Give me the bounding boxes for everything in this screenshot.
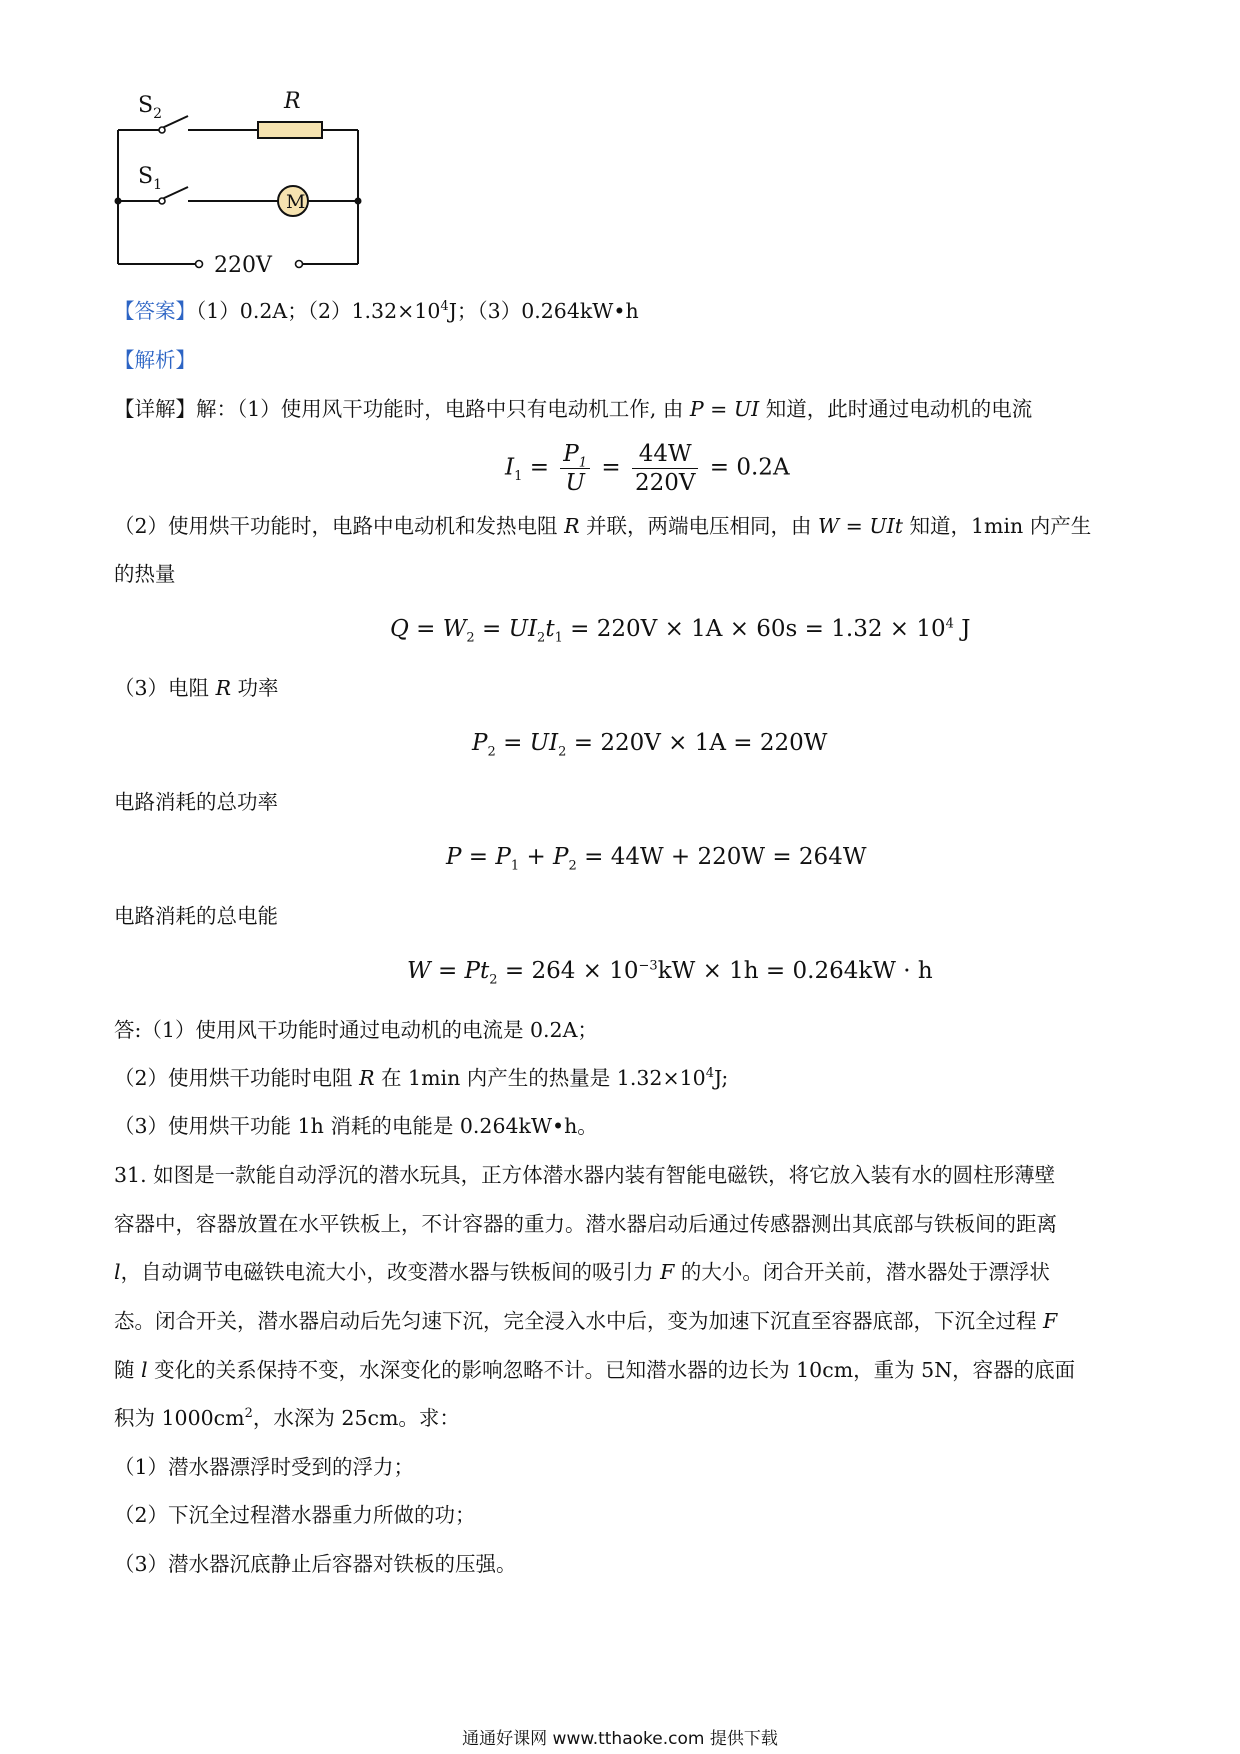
analysis-line [114,345,196,375]
answer-text-a: （1）0.2A；（2）1.32×10 [196,299,441,323]
switch-s2-blade [162,116,188,128]
detail-tag: 【详解】 [114,397,196,421]
detail-line2-b: 并联，两端电压相同，由 [579,514,819,538]
q31-line4-f: F [1043,1309,1058,1333]
q31-q2: （2）下沉全过程潜水器重力所做的功； [114,1503,476,1527]
eq1-frac1-num: P [563,441,579,467]
q31-q1: （1）潜水器漂浮时受到的浮力； [114,1455,415,1479]
label-motor: M [286,191,306,213]
detail-line3: 的热量 [114,562,176,586]
detail-line4-a: （3）电阻 [114,676,216,700]
q31-line3-l: l [114,1260,121,1284]
eq1-lhs-sub: 1 [514,469,523,485]
question31-line-4 [114,1306,1057,1336]
equation-3 [472,728,827,758]
equation-2 [390,614,970,644]
circuit-diagram [100,90,380,290]
answer-tag: 【答案】 [114,299,196,323]
eq5-a: W = Pt [407,958,490,984]
terminal-left [196,261,203,268]
eq2-b: = UI [474,616,538,642]
eq2-a: Q = W [390,616,467,642]
conclusion-line2-c: J; [714,1066,729,1090]
eq2-sup: 4 [945,616,954,632]
eq1-frac2-den: 220V [634,470,696,496]
question31-line-2 [114,1209,1057,1239]
conclusion-line2-r: R [359,1066,375,1090]
resistor-r [258,122,322,138]
detail-line2-c: 知道，1min 内产生 [902,514,1092,538]
q31-line5-a: 随 [114,1358,142,1382]
q31-line4-a: 态。闭合开关，潜水器启动后先匀速下沉，完全浸入水中后，变为加速下沉直至容器底部，下沉全过程 [114,1309,1044,1333]
detail-line-1 [114,394,1032,424]
eq1-frac1-num-sub: 1 [578,455,588,471]
conclusion-line2-sup: 4 [705,1066,714,1082]
equation-5 [407,956,933,986]
label-s2: $S_2$ [138,93,162,122]
equation-4 [446,842,866,872]
q31-q3: （3）潜水器沉底静止后容器对铁板的压强。 [114,1552,517,1576]
q31-line5-l: l [141,1358,148,1382]
question31-line-1 [114,1160,1055,1190]
detail-line1-formula: P = UI [689,397,760,421]
detail-line1-a: 解：（1）使用风干功能时，电路中只有电动机工作, 由 [196,397,690,421]
eq4-sub1: 1 [510,858,520,874]
conclusion-line2-b: 在 1min 内产生的热量是 1.32×10 [374,1066,706,1090]
conclusion-line3: （3）使用烘干功能 1h 消耗的电能是 0.264kW•h。 [114,1114,598,1138]
detail-line-3 [114,559,176,589]
detail-line-2 [114,511,1091,541]
question31-line-6 [114,1403,460,1433]
eq3-c: = 220V × 1A = 220W [566,730,828,756]
detail-line6: 电路消耗的总电能 [114,904,278,928]
q31-line5-b: 变化的关系保持不变，水深变化的影响忽略不计。已知潜水器的边长为 10cm，重为 5N，容器的底面 [147,1358,1076,1382]
label-voltage: 220V [214,253,272,278]
conclusion-line-3 [114,1111,598,1141]
q31-line6-a: 积为 1000cm [114,1406,245,1430]
junction-right [355,198,362,205]
eq1-lhs: I [505,454,515,481]
switch-s1-pivot [159,198,165,204]
eq1-frac2-num: 44W [632,440,699,469]
label-resistor: R [284,90,301,114]
eq2-sub2: 2 [537,630,546,646]
eq1-fraction-2 [632,440,699,497]
switch-s1-blade [162,187,188,199]
eq4-c: = 44W + 220W = 264W [576,844,867,870]
eq2-e: J [953,616,971,642]
eq3-a: P [472,730,488,756]
eq5-b: = 264 × 10 [497,958,639,984]
eq3-b: = UI [495,730,559,756]
eq3-sub1: 2 [487,744,496,760]
question31-sub-2 [114,1500,476,1530]
answer-line [114,296,639,326]
detail-line2-formula: W = UIt [818,514,903,538]
eq2-d: = 220V × 1A × 60s = 1.32 × 10 [562,616,946,642]
detail-line1-b: 知道，此时通过电动机的电流 [759,397,1033,421]
conclusion-line2-a: （2）使用烘干功能时电阻 [114,1066,360,1090]
q31-line3-a: ，自动调节电磁铁电流大小，改变潜水器与铁板间的吸引力 [120,1260,661,1284]
detail-line-4 [114,673,279,703]
eq1-fraction-1 [560,440,590,497]
q31-line3-b: 的大小。闭合开关前，潜水器处于漂浮状 [674,1260,1050,1284]
conclusion-line-1 [114,1015,598,1045]
conclusion-line-2 [114,1063,728,1093]
q31-line2: 容器中，容器放置在水平铁板上，不计容器的重力。潜水器启动后通过传感器测出其底部与铁板间的距离 [114,1212,1057,1236]
detail-line4-r: R [215,676,231,700]
q31-line6-sup: 2 [244,1406,253,1422]
detail-line2-r: R [564,514,580,538]
eq4-sub2: 2 [568,858,577,874]
equation-1: $I_1$ = $\frac{P_1}{U}$ = $\frac{44W}{220V}$ = 0.2A [505,441,790,496]
label-s1: $S_1$ [138,164,162,193]
question31-sub-3 [114,1549,517,1579]
question31-line-3 [114,1257,1050,1287]
q31-line1: 31. 如图是一款能自动浮沉的潜水玩具，正方体潜水器内装有智能电磁铁，将它放入装有水的圆柱形薄壁 [114,1163,1056,1187]
eq2-c: t [545,616,555,642]
eq5-c: kW × 1h = 0.264kW · h [657,958,933,984]
detail-line-5 [114,787,278,817]
conclusion-line1: 答:（1）使用风干功能时通过电动机的电流是 0.2A； [114,1018,598,1042]
eq3-sub2: 2 [558,744,567,760]
eq4-a: P = P [446,844,511,870]
question31-sub-1 [114,1452,414,1482]
eq1-result: = 0.2A [709,454,790,481]
junction-left [115,198,122,205]
detail-line4-b: 功率 [231,676,279,700]
detail-line-6 [114,901,278,931]
q31-line6-b: ，水深为 25cm。求： [252,1406,460,1430]
detail-line2-a: （2）使用烘干功能时，电路中电动机和发热电阻 [114,514,565,538]
eq2-sub1: 2 [466,630,475,646]
analysis-tag: 【解析】 [114,348,196,372]
eq5-sub: 2 [489,972,498,988]
switch-s2-pivot [159,127,165,133]
eq4-b: + P [519,844,569,870]
question31-line-5 [114,1355,1075,1385]
detail-line5: 电路消耗的总功率 [114,790,278,814]
answer-sup: 4 [440,299,449,315]
eq2-sub3: 1 [554,630,563,646]
q31-line3-f: F [660,1260,675,1284]
terminal-right [296,261,303,268]
eq5-sup: −3 [638,958,658,974]
answer-text-b: J；（3）0.264kW•h [448,299,639,323]
eq1-frac1-den: U [565,470,585,496]
page-footer: 通通好课网 www.tthaoke.com 提供下载 [462,1729,778,1749]
